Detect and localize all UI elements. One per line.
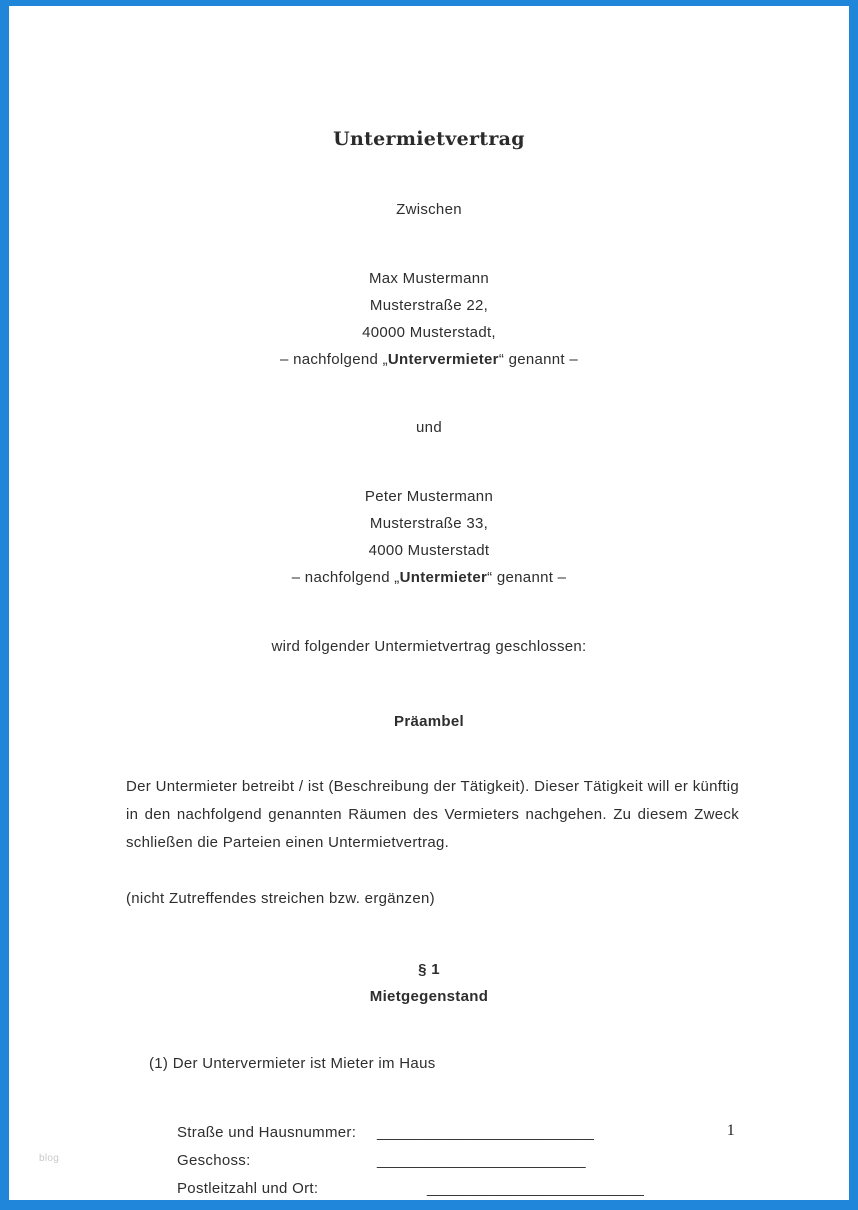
party1-street: Musterstraße 22,: [369, 297, 489, 314]
intro-zwischen: Zwischen: [396, 201, 462, 218]
intro-closing: wird folgender Untermietvertrag geschlossen:: [271, 638, 587, 655]
party1-city: 40000 Musterstadt,: [362, 324, 496, 341]
field-label-street: Straße und Hausnummer:: [177, 1124, 357, 1141]
field-row-floor: [177, 1147, 849, 1175]
field-row-zip: [177, 1175, 849, 1203]
praeambel-heading: Präambel: [394, 713, 464, 730]
document-content: [9, 6, 849, 1200]
party1-name: Max Mustermann: [368, 270, 490, 287]
party1-role: Untervermieter: [387, 351, 499, 368]
field-label-floor: Geschoss:: [177, 1152, 251, 1169]
watermark-text: blog: [39, 1153, 60, 1164]
party2-role-suffix: “ genannt –: [487, 569, 567, 586]
page-number: 1: [726, 1122, 735, 1139]
praeambel-body: Der Untermieter betreibt / ist (Beschreibung der Tätigkeit). Dieser Tätigkeit will er künftig in den nachfolgend genannten Räumen des Vermieters nachgehen. Zu diesem Zweck schließen die Parteien einen Untermietvertrag.: [126, 778, 739, 851]
party1-role-suffix: “ genannt –: [498, 351, 579, 368]
section1-number: § 1: [418, 961, 440, 978]
document-title: Untermietvertrag: [333, 128, 525, 150]
intro-und: und: [416, 419, 442, 436]
party2-street: Musterstraße 33,: [369, 515, 489, 532]
party2-city: 4000 Musterstadt: [368, 542, 490, 559]
party2-role-prefix: – nachfolgend „: [291, 569, 400, 586]
party2-block: [9, 483, 849, 591]
field-blank-street: __________________________: [377, 1124, 594, 1141]
party1-role-line: [9, 346, 849, 373]
section1-heading: Mietgegenstand: [369, 988, 489, 1005]
field-blank-zip: __________________________: [427, 1180, 644, 1197]
document-page: [9, 6, 849, 1200]
section1-fields: [9, 1119, 849, 1203]
party2-name: Peter Mustermann: [364, 488, 494, 505]
field-row-street: [177, 1119, 849, 1147]
party2-role: Untermieter: [399, 569, 488, 586]
section1-heading-block: [9, 956, 849, 1010]
party1-role-prefix: – nachfolgend „: [279, 351, 388, 368]
praeambel-note: (nicht Zutreffendes streichen bzw. ergänzen): [126, 890, 435, 907]
field-blank-floor: _________________________: [377, 1152, 586, 1169]
section1-item1: (1) Der Untervermieter ist Mieter im Haus: [149, 1055, 436, 1072]
party2-role-line: [9, 564, 849, 591]
party1-block: [9, 265, 849, 373]
field-label-zip: Postleitzahl und Ort:: [177, 1180, 319, 1197]
